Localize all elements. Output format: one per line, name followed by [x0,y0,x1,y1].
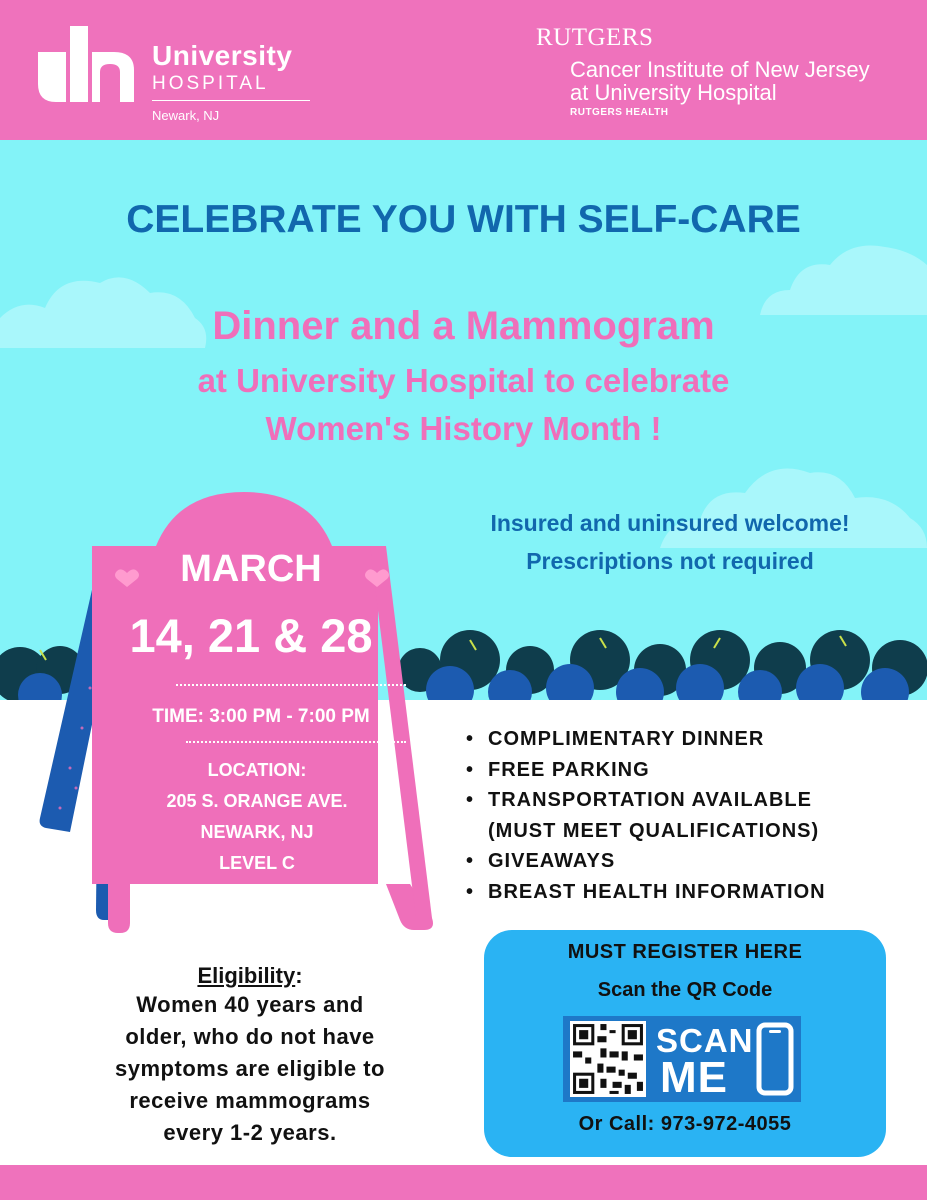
list-item: (MUST MEET QUALIFICATIONS) [488,819,820,842]
event-subtitle-line2: Women's History Month ! [265,410,662,447]
uh-name: University [152,40,293,71]
eligibility-colon: : [295,963,303,988]
footer-banner [0,1165,927,1200]
eligibility-title [130,963,370,989]
eligibility-line: every 1-2 years. [163,1120,337,1145]
phone-icon [755,1022,795,1096]
uh-divider [152,100,310,101]
register-title: MUST REGISTER HERE [567,941,803,963]
sign-divider [176,684,406,686]
uh-city: Newark, NJ [152,108,220,123]
eligibility-line: older, who do not have [125,1024,375,1049]
welcome-line2: Prescriptions not required [526,548,814,574]
welcome-line1: Insured and uninsured welcome! [490,510,850,536]
sign-level: LEVEL C [219,853,295,873]
list-item: • COMPLIMENTARY DINNER [464,724,826,755]
headline: CELEBRATE YOU WITH SELF-CARE [126,198,801,241]
sign-divider [186,741,406,743]
rutgers-wordmark: RUTGERS [536,24,654,51]
sign-time: TIME: 3:00 PM - 7:00 PM [152,706,370,727]
register-subtitle: Scan the QR Code [597,979,773,1001]
register-call: Or Call: 973-972-4055 [578,1113,792,1135]
event-subtitle-line1: at University Hospital to celebrate [197,362,730,399]
cloud-icon [760,235,927,315]
event-title: Dinner and a Mammogram [212,304,715,348]
sign-month: MARCH [180,548,322,590]
list-item: • BREAST HEALTH INFORMATION [464,877,826,908]
eligibility-heading: Eligibility [197,963,296,988]
university-hospital-logo [36,22,136,104]
rutgers-institute-line1: Cancer Institute of New Jersey [570,57,870,82]
eligibility-line: Women 40 years and [136,992,364,1017]
list-item: • GIVEAWAYS [464,846,826,877]
eligibility-line: symptoms are eligible to [115,1056,385,1081]
rutgers-health-label: RUTGERS HEALTH [570,107,669,118]
scan-me-word2: ME [660,1053,728,1102]
header-banner [0,0,927,140]
eligibility-line: receive mammograms [129,1088,371,1113]
benefits-list [464,724,826,907]
sign-dates: 14, 21 & 28 [129,609,373,662]
list-item: • TRANSPORTATION AVAILABLE [464,785,826,816]
qr-code[interactable] [570,1021,646,1097]
uh-hospital-word: HOSPITAL [152,73,269,94]
rutgers-institute-line2: at University Hospital [570,80,777,105]
list-item: • FREE PARKING [464,755,826,786]
scan-me-word1: SCAN [656,1022,754,1059]
sign-location-label: LOCATION: [207,760,307,780]
sign-street: 205 S. ORANGE AVE. [166,791,348,811]
sign-city: NEWARK, NJ [200,822,314,842]
